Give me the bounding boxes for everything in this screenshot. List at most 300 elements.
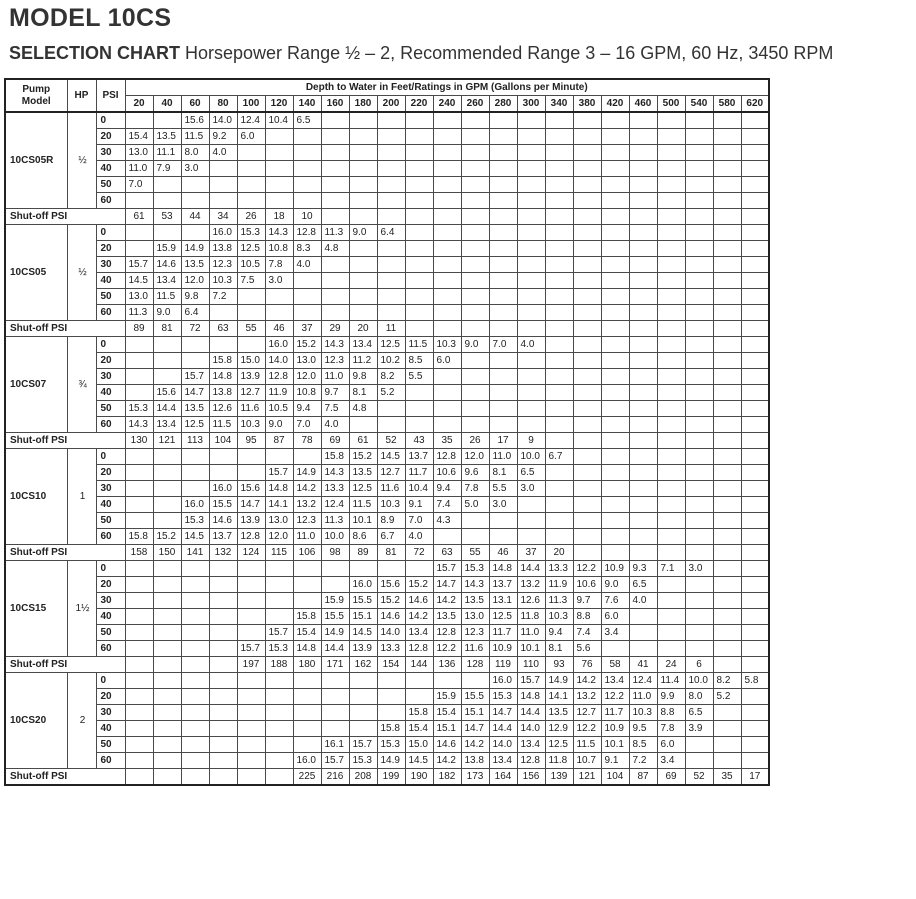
gpm-cell: 9.8: [181, 289, 209, 305]
gpm-cell: 5.5: [489, 481, 517, 497]
gpm-cell: 8.5: [405, 353, 433, 369]
gpm-cell: [629, 177, 657, 193]
shutoff-cell: [545, 209, 573, 225]
gpm-cell: [741, 481, 769, 497]
gpm-cell: [377, 273, 405, 289]
gpm-cell: 12.9: [545, 721, 573, 737]
gpm-cell: [573, 112, 601, 129]
gpm-cell: [657, 465, 685, 481]
gpm-cell: [293, 721, 321, 737]
shutoff-cell: 89: [125, 321, 153, 337]
gpm-cell: [265, 577, 293, 593]
gpm-cell: 11.9: [265, 385, 293, 401]
gpm-cell: 8.1: [349, 385, 377, 401]
header-depth-120: 120: [265, 96, 293, 113]
gpm-cell: 13.2: [293, 497, 321, 513]
gpm-cell: [237, 561, 265, 577]
gpm-cell: [573, 193, 601, 209]
shutoff-cell: 81: [153, 321, 181, 337]
gpm-cell: [573, 513, 601, 529]
gpm-cell: 9.9: [657, 689, 685, 705]
gpm-cell: [153, 369, 181, 385]
gpm-cell: [685, 177, 713, 193]
gpm-cell: [377, 705, 405, 721]
gpm-cell: [601, 193, 629, 209]
gpm-cell: [713, 465, 741, 481]
gpm-cell: 8.6: [349, 529, 377, 545]
gpm-cell: 14.4: [321, 641, 349, 657]
shutoff-cell: 98: [321, 545, 349, 561]
gpm-cell: [349, 161, 377, 177]
gpm-cell: [713, 753, 741, 769]
gpm-cell: [461, 673, 489, 689]
gpm-cell: 13.2: [573, 689, 601, 705]
gpm-cell: 14.5: [181, 529, 209, 545]
gpm-cell: 14.7: [461, 721, 489, 737]
gpm-cell: 13.5: [181, 257, 209, 273]
shutoff-cell: 69: [657, 769, 685, 786]
gpm-cell: [573, 369, 601, 385]
gpm-cell: [153, 721, 181, 737]
gpm-cell: 9.0: [461, 337, 489, 353]
gpm-cell: [209, 449, 237, 465]
shutoff-cell: 53: [153, 209, 181, 225]
gpm-cell: [153, 577, 181, 593]
table-row: [5, 609, 769, 625]
gpm-cell: 11.8: [517, 609, 545, 625]
gpm-cell: 14.3: [125, 417, 153, 433]
gpm-cell: [657, 577, 685, 593]
gpm-cell: 8.1: [545, 641, 573, 657]
gpm-cell: [573, 337, 601, 353]
header-row: [5, 79, 769, 96]
gpm-cell: 12.5: [545, 737, 573, 753]
psi-cell: 60: [96, 193, 125, 209]
gpm-cell: [685, 593, 713, 609]
gpm-cell: [153, 609, 181, 625]
psi-cell: 30: [96, 145, 125, 161]
gpm-cell: [125, 385, 153, 401]
gpm-cell: [209, 193, 237, 209]
gpm-cell: 7.4: [573, 625, 601, 641]
psi-cell: 50: [96, 513, 125, 529]
gpm-cell: 16.0: [209, 481, 237, 497]
gpm-cell: 6.0: [601, 609, 629, 625]
table-row: [5, 513, 769, 529]
gpm-cell: [321, 193, 349, 209]
gpm-cell: [657, 129, 685, 145]
header-depth-60: 60: [181, 96, 209, 113]
gpm-cell: [461, 161, 489, 177]
gpm-cell: 14.5: [125, 273, 153, 289]
gpm-cell: 9.0: [265, 417, 293, 433]
gpm-cell: 12.7: [377, 465, 405, 481]
shutoff-cell: 89: [349, 545, 377, 561]
gpm-cell: 15.6: [153, 385, 181, 401]
gpm-cell: [685, 577, 713, 593]
gpm-cell: 4.8: [349, 401, 377, 417]
gpm-cell: [209, 673, 237, 689]
psi-cell: 30: [96, 593, 125, 609]
header-depth-380: 380: [573, 96, 601, 113]
header-depth-140: 140: [293, 96, 321, 113]
gpm-cell: [545, 257, 573, 273]
gpm-cell: [573, 289, 601, 305]
gpm-cell: 3.0: [181, 161, 209, 177]
shutoff-cell: 63: [209, 321, 237, 337]
gpm-cell: [321, 177, 349, 193]
shutoff-cell: 141: [181, 545, 209, 561]
gpm-cell: 8.3: [293, 241, 321, 257]
gpm-cell: [573, 241, 601, 257]
gpm-cell: 15.7: [265, 625, 293, 641]
gpm-cell: [461, 289, 489, 305]
psi-cell: 40: [96, 273, 125, 289]
gpm-cell: [321, 689, 349, 705]
gpm-cell: [349, 145, 377, 161]
gpm-cell: [713, 257, 741, 273]
gpm-cell: 15.5: [321, 609, 349, 625]
gpm-cell: [629, 273, 657, 289]
gpm-cell: [545, 177, 573, 193]
table-row: [5, 385, 769, 401]
gpm-cell: [629, 401, 657, 417]
gpm-cell: [433, 161, 461, 177]
gpm-cell: 12.4: [321, 497, 349, 513]
gpm-cell: 15.8: [209, 353, 237, 369]
shutoff-row: [5, 321, 769, 337]
gpm-cell: [545, 225, 573, 241]
gpm-cell: 11.5: [181, 129, 209, 145]
gpm-cell: [377, 161, 405, 177]
gpm-cell: [181, 753, 209, 769]
gpm-cell: 13.9: [349, 641, 377, 657]
header-depth-420: 420: [601, 96, 629, 113]
shutoff-cell: [321, 209, 349, 225]
gpm-cell: [741, 497, 769, 513]
gpm-cell: [573, 385, 601, 401]
shutoff-label: Shut-off PSI: [5, 545, 125, 561]
gpm-cell: [545, 241, 573, 257]
gpm-cell: [685, 369, 713, 385]
gpm-cell: 6.4: [181, 305, 209, 321]
shutoff-cell: 34: [209, 209, 237, 225]
gpm-cell: 10.3: [377, 497, 405, 513]
gpm-cell: [125, 225, 153, 241]
gpm-cell: 14.6: [209, 513, 237, 529]
gpm-cell: [125, 465, 153, 481]
gpm-cell: [657, 193, 685, 209]
gpm-cell: [629, 369, 657, 385]
gpm-cell: 7.8: [265, 257, 293, 273]
gpm-cell: [657, 369, 685, 385]
gpm-cell: 11.7: [489, 625, 517, 641]
gpm-cell: [321, 673, 349, 689]
gpm-cell: [461, 385, 489, 401]
gpm-cell: 5.6: [573, 641, 601, 657]
gpm-cell: 10.3: [237, 417, 265, 433]
gpm-cell: [629, 112, 657, 129]
gpm-cell: [741, 353, 769, 369]
gpm-cell: 6.5: [293, 112, 321, 129]
psi-cell: 30: [96, 369, 125, 385]
hp-cell: 2: [67, 673, 96, 769]
gpm-cell: [489, 513, 517, 529]
gpm-cell: [293, 449, 321, 465]
gpm-cell: [685, 129, 713, 145]
gpm-cell: 15.4: [433, 705, 461, 721]
psi-cell: 40: [96, 721, 125, 737]
gpm-cell: 11.3: [321, 513, 349, 529]
gpm-cell: [517, 401, 545, 417]
gpm-cell: [181, 609, 209, 625]
gpm-cell: [601, 273, 629, 289]
gpm-cell: [685, 609, 713, 625]
gpm-cell: [405, 305, 433, 321]
gpm-cell: [153, 497, 181, 513]
header-depth-title: Depth to Water in Feet/Ratings in GPM (Gallons per Minute): [125, 79, 769, 96]
gpm-cell: [125, 241, 153, 257]
gpm-cell: 15.2: [405, 577, 433, 593]
shutoff-cell: [153, 657, 181, 673]
gpm-cell: [601, 257, 629, 273]
gpm-cell: 15.1: [349, 609, 377, 625]
gpm-cell: [349, 417, 377, 433]
shutoff-cell: 35: [433, 433, 461, 449]
gpm-cell: 12.4: [237, 112, 265, 129]
gpm-cell: 10.5: [265, 401, 293, 417]
gpm-cell: 12.8: [265, 369, 293, 385]
gpm-cell: [601, 449, 629, 465]
table-row: [5, 449, 769, 465]
gpm-cell: 11.6: [377, 481, 405, 497]
gpm-cell: [713, 241, 741, 257]
gpm-cell: [265, 129, 293, 145]
psi-cell: 0: [96, 337, 125, 353]
pump-model-cell: 10CS15: [5, 561, 67, 657]
page-title: MODEL 10CS: [9, 4, 172, 32]
psi-cell: 60: [96, 753, 125, 769]
shutoff-cell: [657, 545, 685, 561]
gpm-cell: [713, 225, 741, 241]
gpm-cell: 12.2: [601, 689, 629, 705]
gpm-cell: [321, 561, 349, 577]
pump-model-cell: 10CS05R: [5, 112, 67, 209]
gpm-cell: 16.1: [321, 737, 349, 753]
gpm-cell: 8.8: [657, 705, 685, 721]
gpm-cell: 12.8: [433, 625, 461, 641]
table-row: [5, 145, 769, 161]
psi-cell: 40: [96, 609, 125, 625]
shutoff-cell: 144: [405, 657, 433, 673]
gpm-cell: 14.9: [181, 241, 209, 257]
gpm-cell: [461, 241, 489, 257]
gpm-cell: [321, 145, 349, 161]
gpm-cell: [181, 721, 209, 737]
gpm-cell: [685, 305, 713, 321]
gpm-cell: [489, 401, 517, 417]
shutoff-cell: [461, 321, 489, 337]
gpm-cell: 16.0: [181, 497, 209, 513]
gpm-cell: [349, 241, 377, 257]
gpm-cell: [685, 737, 713, 753]
table-row: [5, 401, 769, 417]
gpm-cell: [265, 193, 293, 209]
header-depth-180: 180: [349, 96, 377, 113]
shutoff-cell: 110: [517, 657, 545, 673]
gpm-cell: [517, 112, 545, 129]
gpm-cell: [265, 449, 293, 465]
gpm-cell: [209, 737, 237, 753]
gpm-cell: [181, 705, 209, 721]
gpm-cell: 3.9: [685, 721, 713, 737]
gpm-cell: [293, 177, 321, 193]
gpm-cell: [741, 513, 769, 529]
gpm-cell: [125, 721, 153, 737]
gpm-cell: [461, 225, 489, 241]
gpm-cell: [713, 289, 741, 305]
gpm-cell: [489, 305, 517, 321]
shutoff-cell: [489, 209, 517, 225]
gpm-cell: [405, 145, 433, 161]
gpm-cell: [741, 225, 769, 241]
shutoff-cell: 199: [377, 769, 405, 786]
gpm-cell: 7.1: [657, 561, 685, 577]
gpm-cell: [349, 305, 377, 321]
gpm-cell: [629, 289, 657, 305]
gpm-cell: 11.0: [629, 689, 657, 705]
gpm-cell: [741, 369, 769, 385]
gpm-cell: 13.2: [517, 577, 545, 593]
gpm-cell: [517, 417, 545, 433]
shutoff-cell: [657, 209, 685, 225]
hp-cell: 1: [67, 449, 96, 545]
psi-cell: 20: [96, 465, 125, 481]
gpm-cell: 14.3: [321, 337, 349, 353]
gpm-cell: [685, 513, 713, 529]
gpm-cell: 15.3: [125, 401, 153, 417]
shutoff-cell: [713, 657, 741, 673]
gpm-cell: [181, 593, 209, 609]
gpm-cell: 7.0: [293, 417, 321, 433]
gpm-cell: [657, 417, 685, 433]
shutoff-cell: 10: [293, 209, 321, 225]
gpm-cell: [125, 112, 153, 129]
gpm-cell: [293, 737, 321, 753]
header-depth-280: 280: [489, 96, 517, 113]
gpm-cell: [125, 593, 153, 609]
gpm-cell: [657, 273, 685, 289]
table-row: [5, 193, 769, 209]
gpm-cell: [125, 753, 153, 769]
gpm-cell: 8.1: [489, 465, 517, 481]
gpm-cell: [377, 193, 405, 209]
gpm-cell: [629, 641, 657, 657]
gpm-cell: 15.7: [265, 465, 293, 481]
gpm-cell: [741, 449, 769, 465]
gpm-cell: [629, 161, 657, 177]
gpm-cell: [573, 273, 601, 289]
gpm-cell: [629, 305, 657, 321]
gpm-cell: 12.8: [405, 641, 433, 657]
gpm-cell: 14.7: [181, 385, 209, 401]
gpm-cell: 6.7: [377, 529, 405, 545]
gpm-cell: 10.1: [517, 641, 545, 657]
table-row: [5, 257, 769, 273]
gpm-cell: [209, 753, 237, 769]
shutoff-cell: 188: [265, 657, 293, 673]
gpm-cell: [153, 593, 181, 609]
shutoff-cell: [209, 769, 237, 786]
table-row: [5, 273, 769, 289]
gpm-cell: [265, 305, 293, 321]
gpm-cell: [713, 161, 741, 177]
gpm-cell: 11.0: [489, 449, 517, 465]
gpm-cell: [181, 465, 209, 481]
gpm-cell: [405, 129, 433, 145]
gpm-cell: 7.5: [321, 401, 349, 417]
gpm-cell: [713, 193, 741, 209]
gpm-cell: [629, 241, 657, 257]
gpm-cell: [349, 193, 377, 209]
gpm-cell: 15.1: [461, 705, 489, 721]
gpm-cell: [377, 305, 405, 321]
gpm-cell: [125, 353, 153, 369]
gpm-cell: [601, 177, 629, 193]
gpm-cell: 14.8: [209, 369, 237, 385]
gpm-cell: [321, 161, 349, 177]
pump-model-cell: 10CS07: [5, 337, 67, 433]
gpm-cell: [349, 689, 377, 705]
gpm-cell: [461, 529, 489, 545]
gpm-cell: 15.4: [405, 721, 433, 737]
shutoff-cell: 43: [405, 433, 433, 449]
gpm-cell: [321, 112, 349, 129]
header-depth-580: 580: [713, 96, 741, 113]
shutoff-cell: 41: [629, 657, 657, 673]
shutoff-cell: [125, 657, 153, 673]
gpm-cell: 15.7: [433, 561, 461, 577]
gpm-cell: [461, 401, 489, 417]
header-depth-200: 200: [377, 96, 405, 113]
shutoff-cell: 121: [573, 769, 601, 786]
gpm-cell: [153, 641, 181, 657]
table-row: [5, 529, 769, 545]
gpm-cell: [237, 705, 265, 721]
gpm-cell: 13.4: [153, 417, 181, 433]
table-row: [5, 593, 769, 609]
shutoff-row: [5, 657, 769, 673]
header-depth-620: 620: [741, 96, 769, 113]
gpm-cell: 12.5: [489, 609, 517, 625]
gpm-cell: 15.3: [265, 641, 293, 657]
gpm-cell: 15.3: [489, 689, 517, 705]
gpm-cell: [153, 481, 181, 497]
shutoff-cell: 72: [181, 321, 209, 337]
gpm-cell: [153, 112, 181, 129]
gpm-cell: [265, 753, 293, 769]
gpm-cell: [125, 497, 153, 513]
shutoff-cell: [209, 657, 237, 673]
gpm-cell: [489, 273, 517, 289]
shutoff-cell: [461, 209, 489, 225]
header-depth-240: 240: [433, 96, 461, 113]
shutoff-label: Shut-off PSI: [5, 209, 125, 225]
shutoff-cell: [741, 321, 769, 337]
shutoff-cell: 76: [573, 657, 601, 673]
gpm-cell: 10.7: [573, 753, 601, 769]
gpm-cell: [629, 353, 657, 369]
